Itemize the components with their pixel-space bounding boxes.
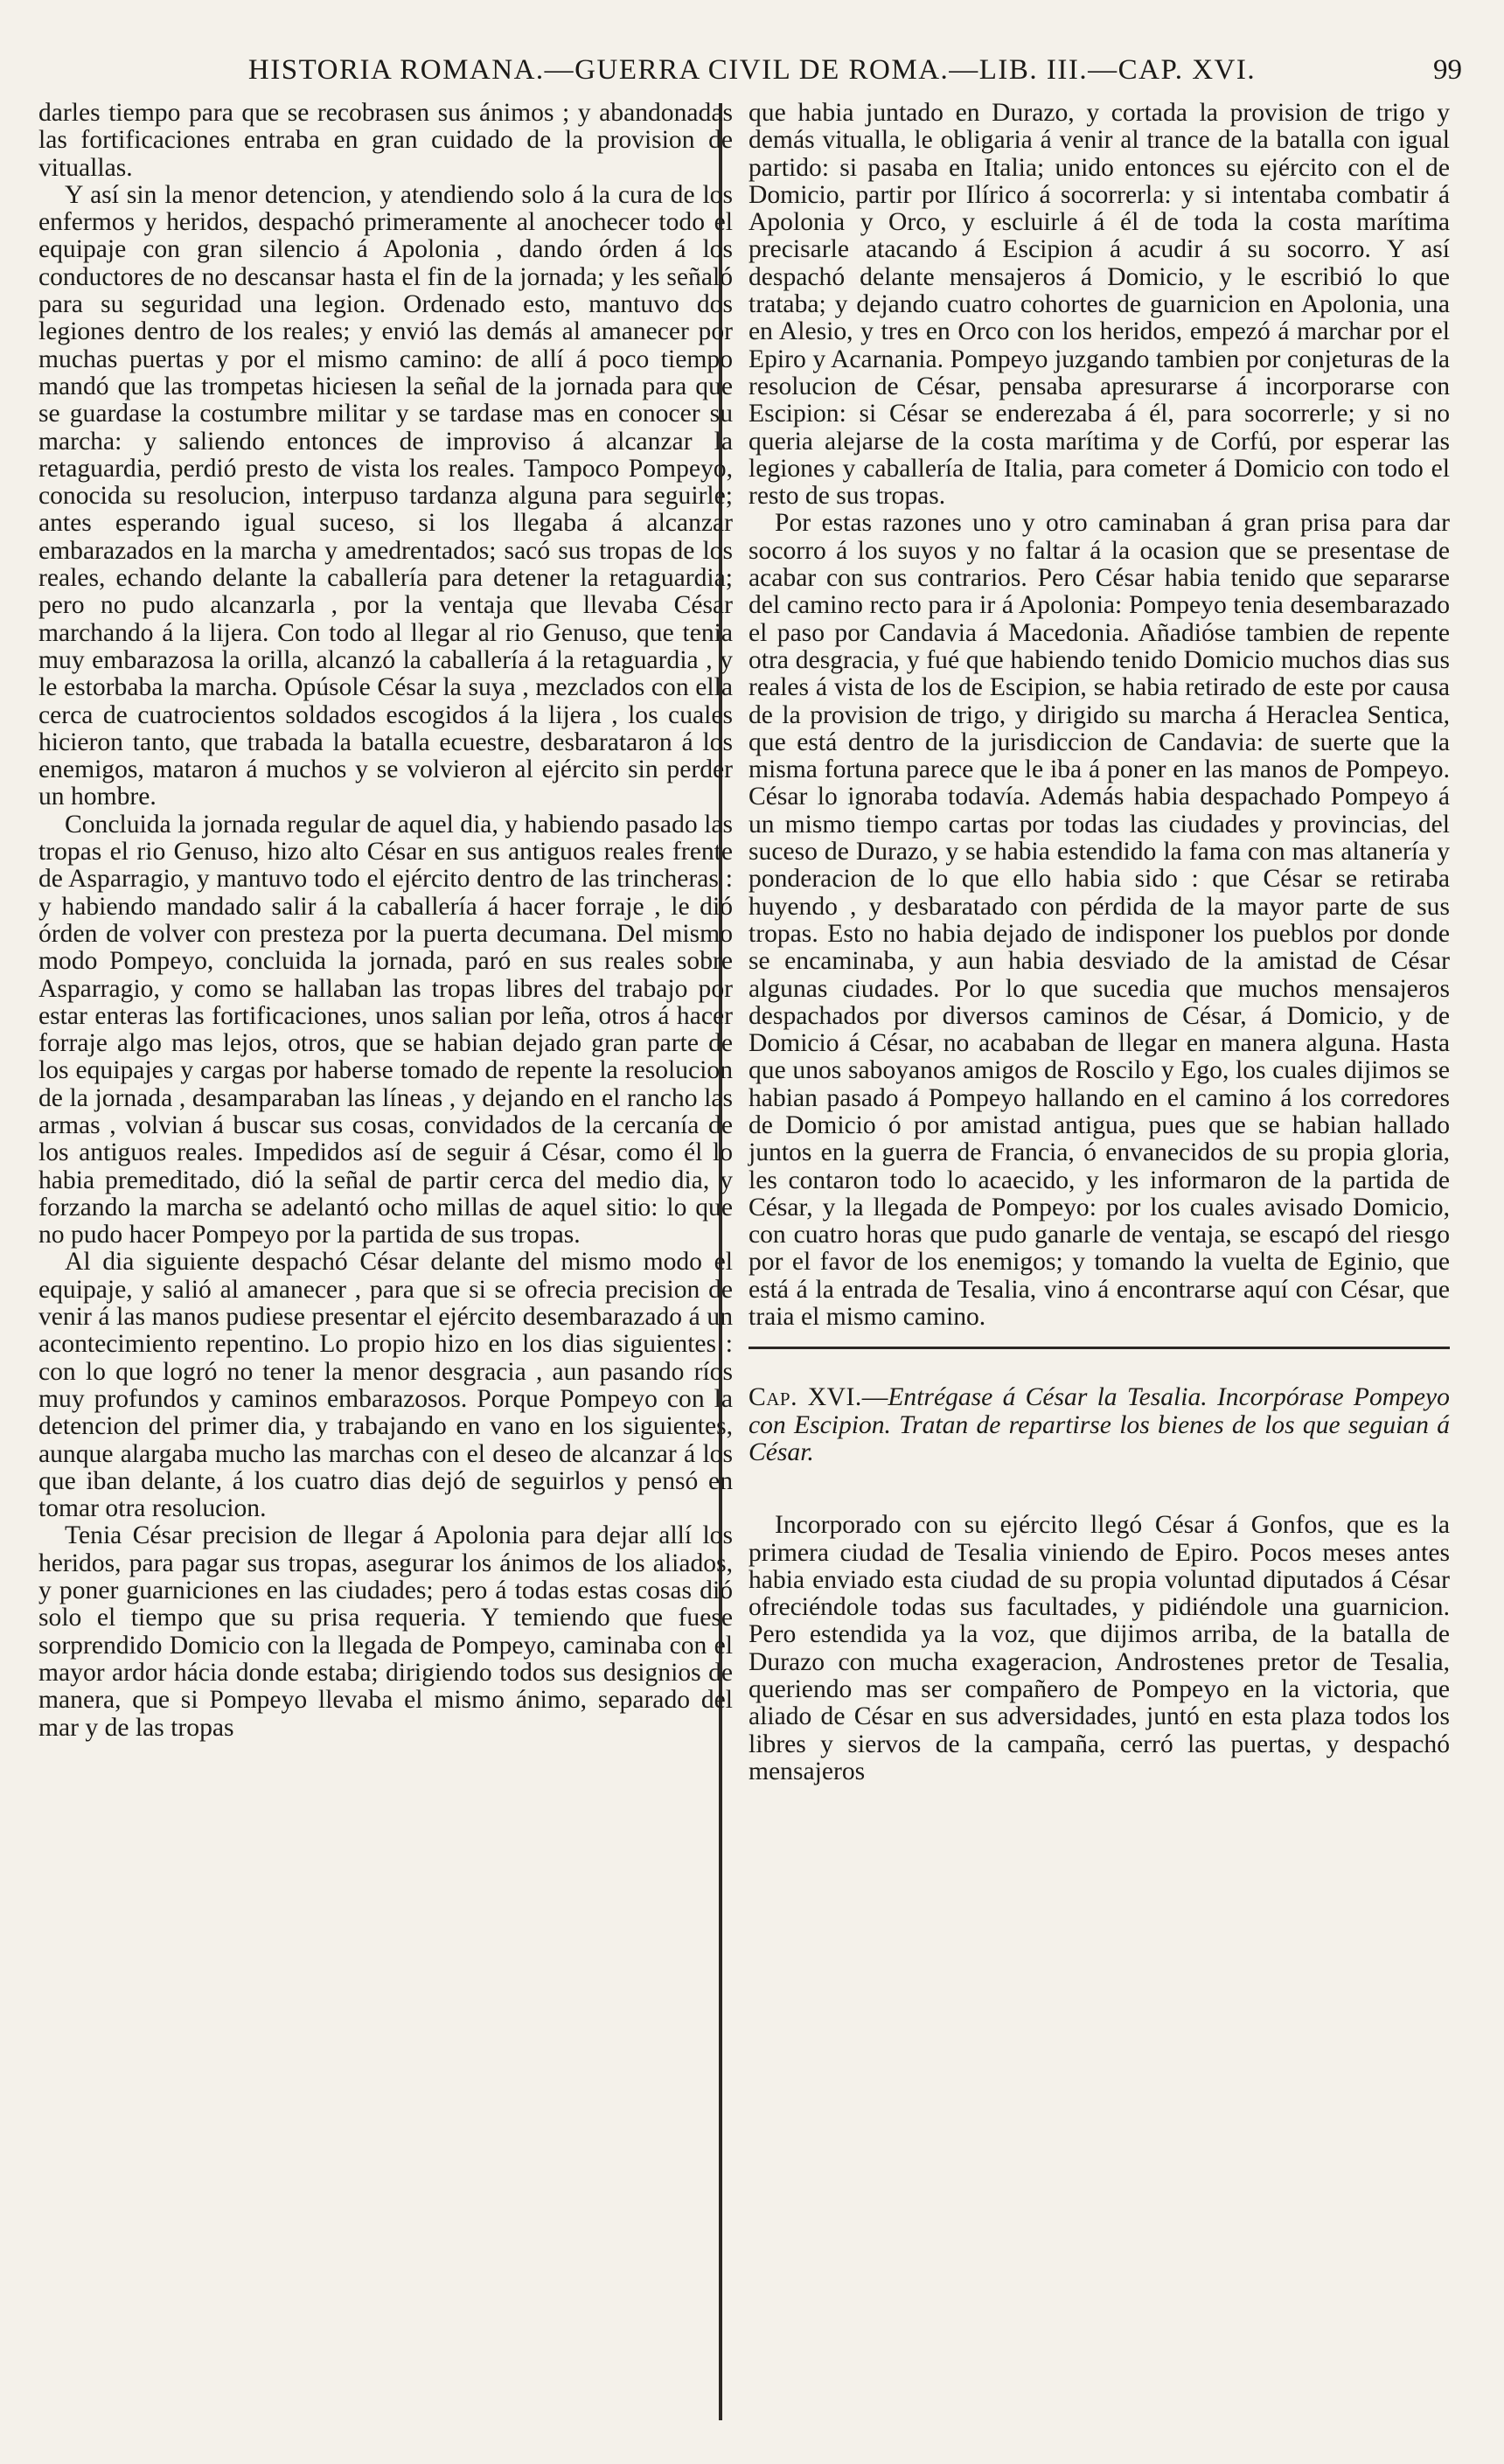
running-header (42, 54, 1462, 98)
running-title: HISTORIA ROMANA.—GUERRA CIVIL DE ROMA.—LIB. III.—CAP. XVI. (247, 54, 1257, 86)
left-column (38, 100, 733, 1742)
paragraph: Y así sin la menor detencion, y atendiendo solo á la cura de los enfermos y heridos, despachó primeramente al anochecer todo el equipaje con gran silencio á Apolonia , dando órden á los conductores de no descansar hasta el fin de la jornada; y les señaló para su seguridad una legion. Ordenado esto, mantuvo dos legiones dentro de los reales; y envió las demás al amanecer por muchas puertas y por el mismo camino: de allí á poco tiempo mandó que las trompetas hiciesen la señal de la jornada para que se guardase la costumbre militar y se tardase mas en conocer su marcha: y saliendo entonces de improviso á alcanzar la retaguardia, perdió presto de vista los reales. Tampoco Pompeyo, conocida su resolucion, interpuso tardanza alguna para seguirle; antes esperando igual suceso, si los llegaba á alcanzar embarazados en la marcha y amedrentados; sacó sus tropas de los reales, echando delante la caballería para detener la retaguardia; pero no pudo alcanzarla , por la ventaja que llevaba César marchando á la lijera. Con todo al llegar al rio Genuso, que tenia muy embarazosa la orilla, alcanzó la caballería á la retaguardia , y le estorbaba la marcha. Opúsole César la suya , mezclados con ella cerca de cuatrocientos soldados escogidos á la lijera , los cuales hicieron tanto, que trabada la batalla ecuestre, desbarataron á los enemigos, mataron á muchos y se volvieron al ejército sin perder un hombre. (38, 180, 733, 811)
chapter-heading (749, 1384, 1450, 1466)
page-number: 99 (1433, 54, 1462, 86)
chapter-dash: — (861, 1383, 888, 1412)
paragraph: Al dia siguiente despachó César delante del mismo modo el equipaje, y salió al amanecer , para que si se ofrecia precision de venir á las manos pudiese presentar el ejército desembarazado á un acontecimiento repentino. Lo propio hizo en los dias siguientes : con lo que logró no tener la menor desgracia , aun pasando ríos muy profundos y caminos embarazosos. Porque Pompeyo con la detencion del primer dia, y trabajando en vano en los siguientes, aunque alargaba mucho las marchas con el deseo de alcanzar á los que iban delante, á los cuatro dias dejó de seguirlos y pensó en tomar otra resolucion. (38, 1248, 733, 1523)
section-rule (749, 1347, 1450, 1349)
paragraph: que habia juntado en Durazo, y cortada la provision de trigo y demás vitualla, le obligaria á venir al trance de la batalla con igual partido: si pasaba en Italia; unido entonces su ejército con el de Domicio, partir por Ilírico á socorrerla: y si intentaba combatir á Apolonia y Orco, y escluirle á él de toda la costa marítima precisarle atacando á Escipion á acudir á su socorro. Y así despachó delante mensajeros á Domicio, y le escribió lo que trataba; y dejando cuatro cohortes de guarnicion en Apolonia, una en Alesio, y tres en Orco con los heridos, empezó á marchar por el Epiro y Acarnania. Pompeyo juzgando tambien por conjeturas de la resolucion de César, pensaba apresurarse á incorporarse con Escipion: si César se enderezaba á él, para socorrerle; y si no queria alejarse de la costa marítima y de Corfú, por esperar las legiones y caballería de Italia, para cometer á Domicio con todo el resto de sus tropas. (749, 99, 1450, 511)
paragraph: Por estas razones uno y otro caminaban á gran prisa para dar socorro á los suyos y no faltar á la ocasion que se presentase de acabar con sus contrarios. Pero César habia tenido que separarse del camino recto para ir á Apolonia: Pompeyo tenia desembarazado el paso por Candavia á Macedonia. Añadióse tambien de repente otra desgracia, y fué que habiendo tenido Domicio muchos dias sus reales á vista de los de Escipion, se habia retirado de este por causa de la provision de trigo, y dirigido su marcha á Heraclea Sentica, que está dentro de la jurisdiccion de Candavia: de suerte que la misma fortuna parece que le iba á poner en las manos de Pompeyo. César lo ignoraba todavía. Además habia despachado Pompeyo á un mismo tiempo cartas por todas las ciudades y provincias, del suceso de Durazo, y se habia estendido la fama con mas altanería y ponderacion de lo que ello habia sido : que César se retiraba huyendo , y desbaratado con pérdida de la mayor parte de sus tropas. Esto no habia dejado de indisponer los pueblos por donde se encaminaba, y aun habia desviado de la amistad de César algunas ciudades. Por lo que sucedia que muchos mensajeros despachados por diversos caminos de César, á Domicio, y de Domicio á César, no acababan de llegar en manera alguna. Hasta que unos saboyanos amigos de Roscilo y Ego, los cuales dijimos se habian pasado á Pompeyo hallando en el camino á los corredores de Domicio ó por amistad antigua, pues que se habian hallado juntos en la guerra de Francia, ó envanecidos de su propia gloria, les contaron todo lo acaecido, y les informaron de la partida de César, y la llegada de Pompeyo: por los cuales avisado Domicio, con cuatro horas que pudo ganarle de ventaja, se escapó del riesgo por el favor de los enemigos; y tomando la vuelta de Eginio, que está á la entrada de Tesalia, vino á encontrarse aquí con César, que traia el mismo camino. (749, 509, 1450, 1332)
paragraph: darles tiempo para que se recobrasen sus ánimos ; y abandonadas las fortificaciones entraba en gran cuidado de la provision de vituallas. (38, 99, 733, 182)
paragraph: Incorporado con su ejército llegó César á Gonfos, que es la primera ciudad de Tesalia viniendo de Epiro. Pocos meses antes habia enviado esta ciudad de su propia voluntad diputados á César ofreciéndole todas sus facultades, y pidiéndole una guarnicion. Pero estendida ya la voz, que dijimos arriba, de la batalla de Durazo con mucha exageracion, Androstenes pretor de Tesalia, queriendo mas ser compañero de Pompeyo en la victoria, que aliado de César en sus adversidades, juntó en esta plaza todos los libres y siervos de la campaña, cerró las puertas, y despachó mensajeros (749, 1511, 1450, 1785)
paragraph: Concluida la jornada regular de aquel dia, y habiendo pasado las tropas el rio Genuso, hizo alto César en sus antiguos reales frente de Asparragio, y mantuvo todo el ejército dentro de las trincheras : y habiendo mandado salir á la caballería á hacer forraje , le dió órden de volver con presteza por la puerta decumana. Del mismo modo Pompeyo, concluida la jornada, paró en sus reales sobre Asparragio, y como se hallaban las tropas libres del trabajo por estar enteras las fortificaciones, unos salian por leña, otros á hacer forraje algo mas lejos, otros, que se habian dejado gran parte de los equipajes y cargas por haberse tomado de repente la resolucion de la jornada , desamparaban las líneas , y dejando en el rancho las armas , volvian á buscar sus cosas, convidados de la cercanía de los antiguos reales. Impedidos así de seguir á César, como él lo habia premeditado, dió la señal de partir cerca del medio dia, y forzando la marcha se adelantó ocho millas de aquel sitio: lo que no pudo hacer Pompeyo por la partida de sus tropas. (38, 810, 733, 1249)
paragraph: Tenia César precision de llegar á Apolonia para dejar allí los heridos, para pagar sus tropas, asegurar los ánimos de los aliados, y poner guarniciones en las ciudades; pero á todas estas cosas dió solo el tiempo que su prisa requeria. Y temiendo que fuese sorprendido Domicio con la llegada de Pompeyo, caminaba con el mayor ardor hácia donde estaba; dirigiendo todos sus designios de manera, que si Pompeyo llevaba el mismo ánimo, separado del mar y de las tropas (38, 1521, 733, 1742)
right-column (749, 100, 1450, 1785)
chapter-summary: Entrégase á César la Tesalia. Incorpórase Pompeyo con Escipion. Tratan de repartirse los bienes de los que seguian á César. (749, 1383, 1450, 1466)
chapter-label: Cap. XVI. (749, 1383, 862, 1412)
